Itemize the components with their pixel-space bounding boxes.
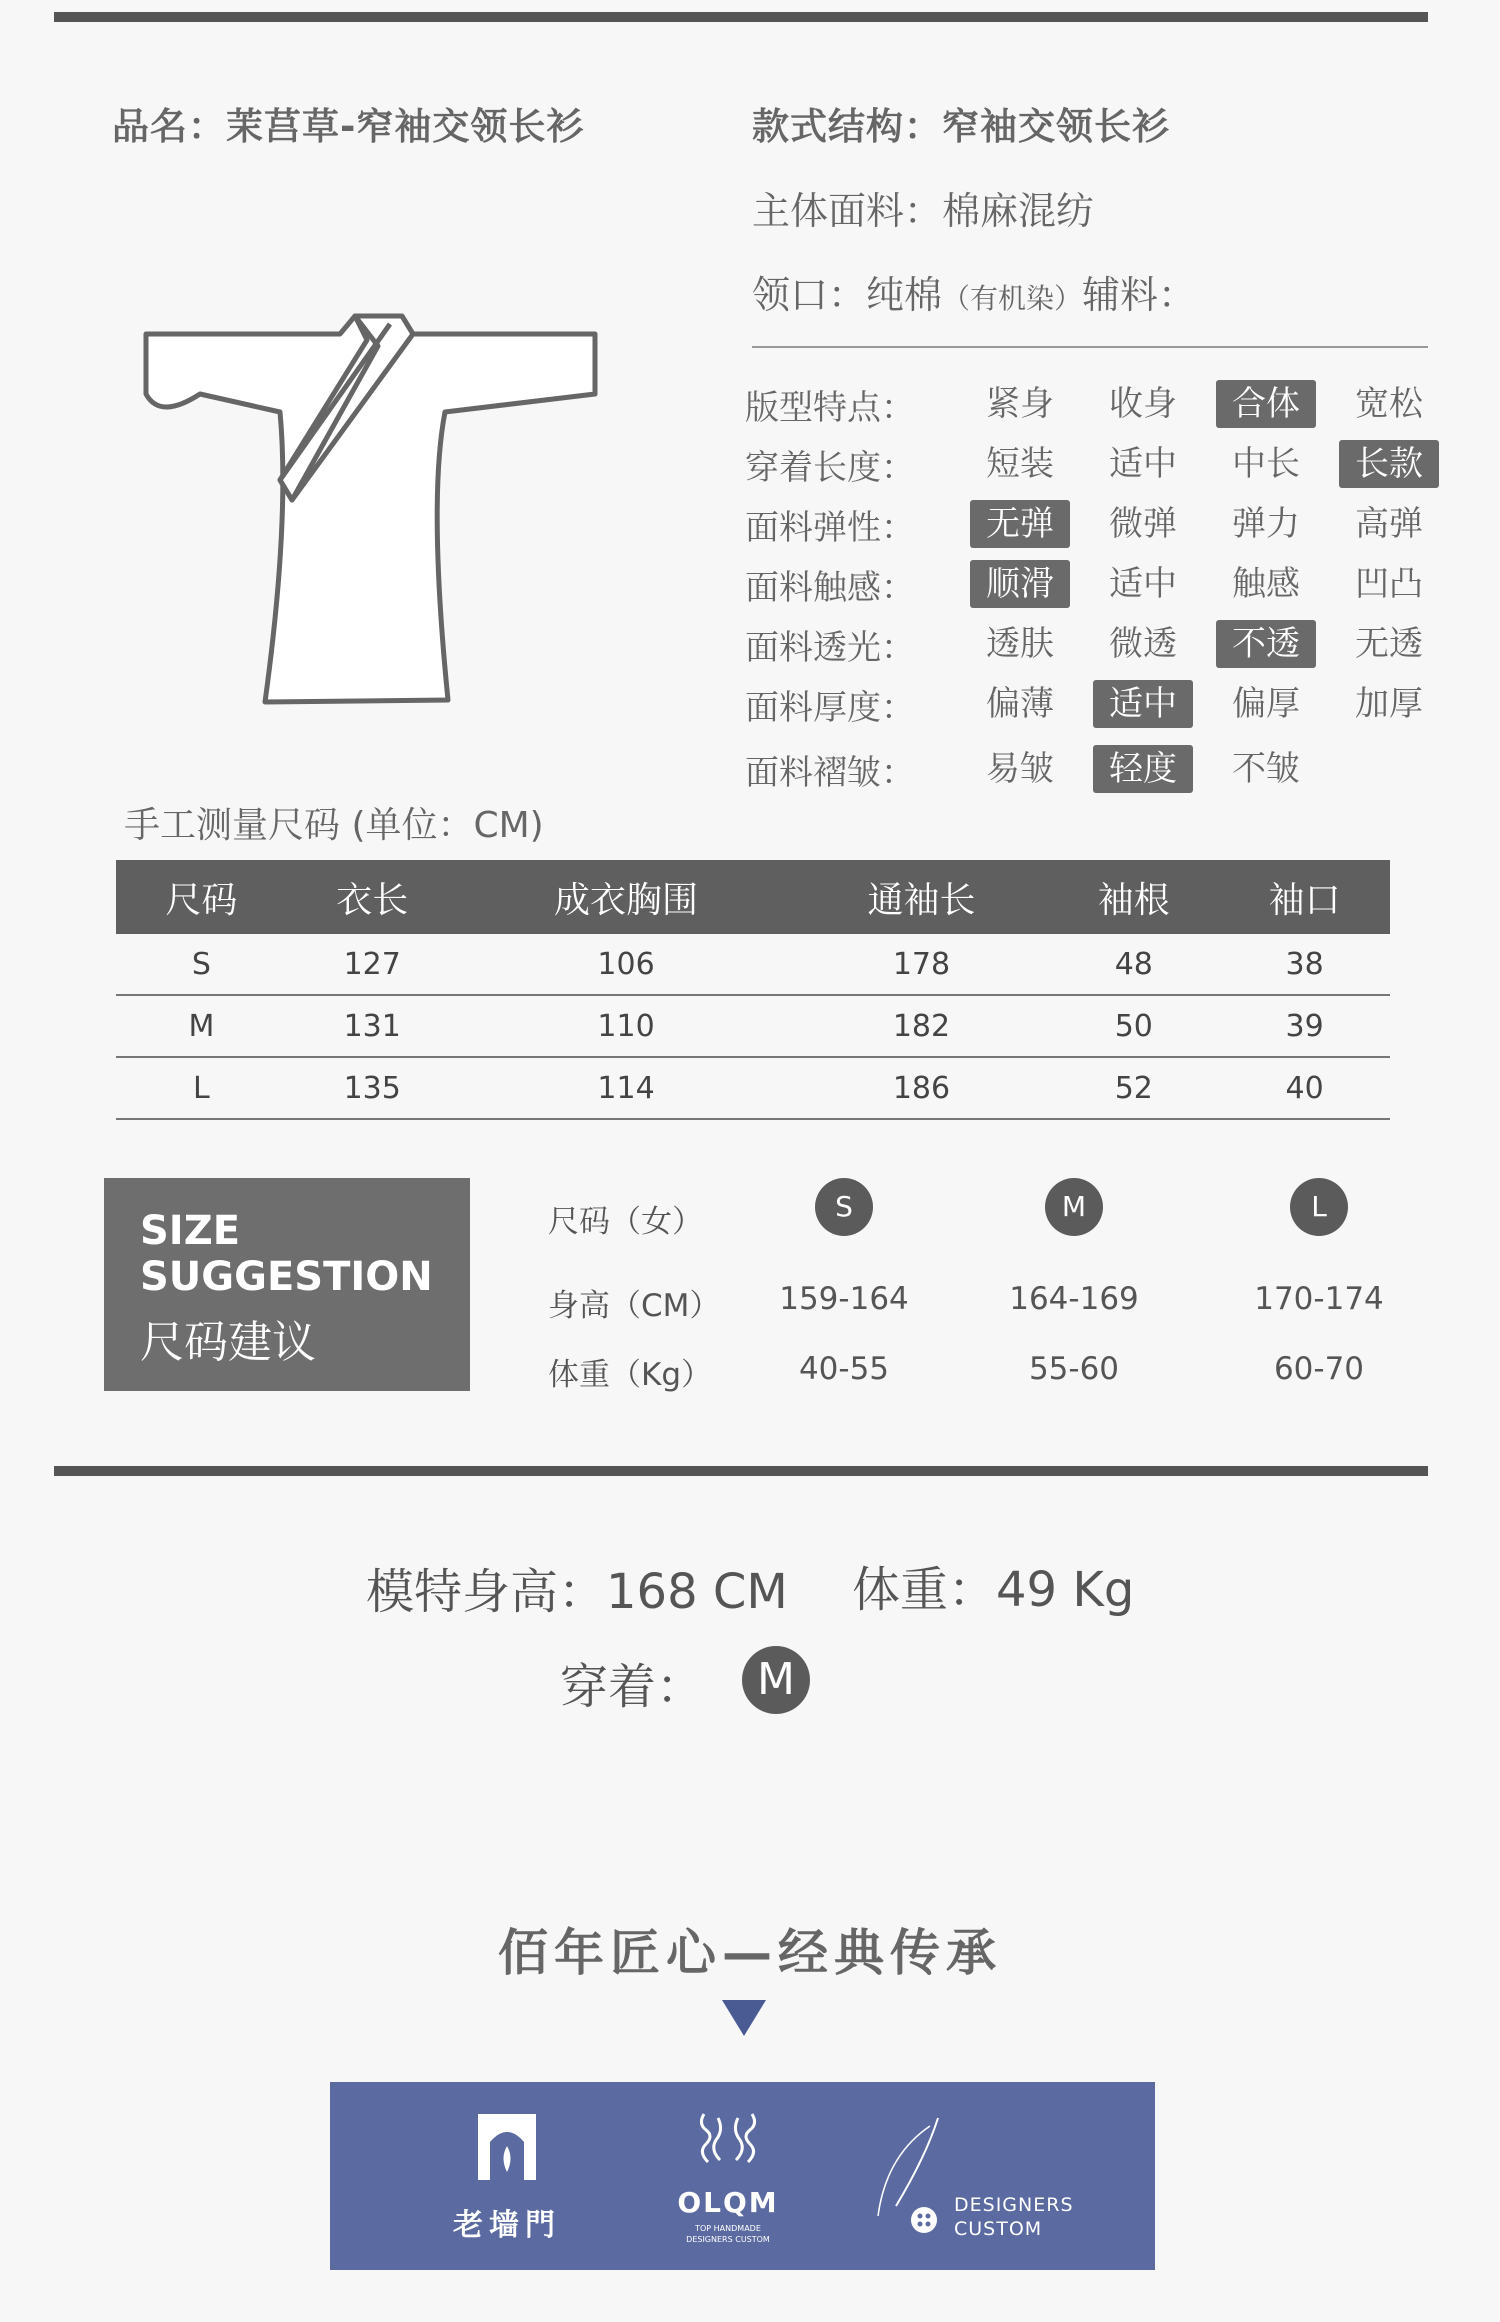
weight-range-l: 60-70 bbox=[1273, 1351, 1365, 1387]
attr-translucency-opt-0: 透肤 bbox=[986, 624, 1054, 664]
attr-fit-opt-3: 宽松 bbox=[1355, 384, 1423, 424]
attr-wrinkle-opt-1: 轻度 bbox=[1093, 745, 1193, 793]
size-table-header bbox=[116, 860, 1390, 934]
logo2-sub2: DESIGNERS CUSTOM bbox=[686, 2235, 770, 2244]
attr-touch-opt-1: 适中 bbox=[1109, 564, 1177, 604]
col-header: 袖根 bbox=[1048, 860, 1219, 934]
col-header: 尺码 bbox=[116, 860, 287, 934]
attr-translucency-opt-3: 无透 bbox=[1355, 624, 1423, 664]
model-height: 模特身高：168 CM bbox=[366, 1564, 788, 1620]
down-arrow-icon bbox=[722, 2000, 766, 2036]
attr-translucency-opt-2: 不透 bbox=[1216, 620, 1316, 668]
brand-slogan: 佰年匠心—经典传承 bbox=[498, 1924, 1002, 1982]
table-cell: 40 bbox=[1219, 1057, 1390, 1119]
gate-logo-icon bbox=[476, 2112, 538, 2182]
ornament-logo-icon bbox=[696, 2110, 760, 2166]
attr-elasticity-opt-3: 高弹 bbox=[1355, 504, 1423, 544]
height-range-l: 170-174 bbox=[1254, 1281, 1384, 1317]
suggestion-title-cn: 尺码建议 bbox=[140, 1317, 316, 1368]
table-cell: 52 bbox=[1048, 1057, 1219, 1119]
table-row bbox=[116, 934, 1390, 995]
weight-range-s: 40-55 bbox=[798, 1351, 890, 1387]
logo3-line2: CUSTOM bbox=[954, 2218, 1043, 2240]
table-cell: 114 bbox=[458, 1057, 795, 1119]
size-badge-s: S bbox=[815, 1178, 873, 1236]
col-header: 衣长 bbox=[287, 860, 458, 934]
suggestion-weight-label: 体重（Kg） bbox=[548, 1357, 713, 1393]
product-name: 品名：茉莒草-窄袖交领长衫 bbox=[112, 105, 585, 148]
attr-label-touch: 面料触感： bbox=[745, 568, 915, 608]
attr-touch-opt-0: 顺滑 bbox=[970, 560, 1070, 608]
collar-note: （有机染） bbox=[942, 282, 1083, 315]
model-weight: 体重：49 Kg bbox=[852, 1562, 1135, 1618]
logo2-name: OLQM bbox=[677, 2186, 779, 2219]
height-range-m: 164-169 bbox=[1009, 1281, 1139, 1317]
logo3-line1: DESIGNERS bbox=[954, 2194, 1074, 2216]
size-suggestion-box bbox=[104, 1178, 470, 1391]
attr-label-wrinkle: 面料褶皱： bbox=[745, 753, 915, 793]
attr-label-length: 穿着长度： bbox=[745, 448, 915, 488]
table-cell: 48 bbox=[1048, 934, 1219, 995]
weight-range-m: 55-60 bbox=[1028, 1351, 1120, 1387]
table-cell: 38 bbox=[1219, 934, 1390, 995]
col-header: 通袖长 bbox=[795, 860, 1049, 934]
attr-length-opt-1: 适中 bbox=[1109, 444, 1177, 484]
table-cell: 110 bbox=[458, 995, 795, 1057]
size-table-caption: 手工测量尺码 (单位：CM) bbox=[124, 805, 544, 846]
attr-thickness-opt-2: 偏厚 bbox=[1232, 684, 1300, 724]
col-header: 成衣胸围 bbox=[458, 860, 795, 934]
attr-elasticity-opt-0: 无弹 bbox=[970, 500, 1070, 548]
collar-suffix: 辅料： bbox=[1082, 273, 1197, 317]
table-cell: 127 bbox=[287, 934, 458, 995]
style-structure: 款式结构：窄袖交领长衫 bbox=[752, 105, 1170, 148]
table-cell: 182 bbox=[795, 995, 1049, 1057]
table-cell: 106 bbox=[458, 934, 795, 995]
attr-label-translucency: 面料透光： bbox=[745, 628, 915, 668]
table-cell: 178 bbox=[795, 934, 1049, 995]
needle-button-icon bbox=[866, 2116, 956, 2236]
attr-length-opt-2: 中长 bbox=[1232, 444, 1300, 484]
table-row bbox=[116, 995, 1390, 1057]
brand-banner bbox=[330, 2082, 1155, 2270]
attr-label-elasticity: 面料弹性： bbox=[745, 508, 915, 548]
size-table bbox=[116, 860, 1390, 1120]
attr-elasticity-opt-2: 弹力 bbox=[1232, 504, 1300, 544]
attr-thickness-opt-3: 加厚 bbox=[1355, 684, 1423, 724]
attr-fit-opt-1: 收身 bbox=[1109, 384, 1177, 424]
table-cell: 131 bbox=[287, 995, 458, 1057]
table-cell: 186 bbox=[795, 1057, 1049, 1119]
height-range-s: 159-164 bbox=[779, 1281, 909, 1317]
suggestion-height-label: 身高（CM） bbox=[548, 1288, 721, 1324]
attr-touch-opt-3: 凹凸 bbox=[1355, 564, 1423, 604]
top-divider bbox=[54, 12, 1428, 22]
collar-info bbox=[752, 264, 1196, 319]
section-divider bbox=[54, 1466, 1428, 1476]
wear-size-badge: M bbox=[742, 1646, 810, 1714]
col-header: 袖口 bbox=[1219, 860, 1390, 934]
attr-label-thickness: 面料厚度： bbox=[745, 688, 915, 728]
table-cell: M bbox=[116, 995, 287, 1057]
suggestion-title-en-2: SUGGESTION bbox=[140, 1254, 433, 1300]
attr-wrinkle-opt-2: 不皱 bbox=[1232, 749, 1300, 789]
suggestion-title-en-1: SIZE bbox=[140, 1208, 241, 1254]
attr-touch-opt-2: 触感 bbox=[1232, 564, 1300, 604]
attr-wrinkle-opt-0: 易皱 bbox=[986, 749, 1054, 789]
logo2-sub1: TOP HANDMADE bbox=[695, 2224, 761, 2233]
table-row bbox=[116, 1057, 1390, 1119]
attr-length-opt-3: 长款 bbox=[1339, 440, 1439, 488]
attr-fit-opt-0: 紧身 bbox=[986, 384, 1054, 424]
attr-thickness-opt-0: 偏薄 bbox=[986, 684, 1054, 724]
attr-label-fit: 版型特点： bbox=[745, 388, 915, 428]
table-cell: 50 bbox=[1048, 995, 1219, 1057]
collar-prefix: 领口：纯棉 bbox=[752, 273, 943, 317]
table-cell: 135 bbox=[287, 1057, 458, 1119]
wear-label: 穿着： bbox=[560, 1659, 705, 1715]
attr-translucency-opt-1: 微透 bbox=[1109, 624, 1177, 664]
table-cell: 39 bbox=[1219, 995, 1390, 1057]
logo1-name: 老墙門 bbox=[453, 2208, 561, 2243]
info-divider bbox=[752, 346, 1428, 348]
suggestion-size-label: 尺码（女） bbox=[548, 1204, 703, 1240]
table-cell: S bbox=[116, 934, 287, 995]
garment-illustration bbox=[130, 300, 610, 720]
attr-fit-opt-2: 合体 bbox=[1216, 380, 1316, 428]
size-badge-m: M bbox=[1045, 1178, 1103, 1236]
size-badge-l: L bbox=[1290, 1178, 1348, 1236]
attr-elasticity-opt-1: 微弹 bbox=[1109, 504, 1177, 544]
attr-thickness-opt-1: 适中 bbox=[1093, 680, 1193, 728]
main-fabric: 主体面料：棉麻混纺 bbox=[752, 189, 1095, 233]
table-cell: L bbox=[116, 1057, 287, 1119]
attr-length-opt-0: 短装 bbox=[986, 444, 1054, 484]
